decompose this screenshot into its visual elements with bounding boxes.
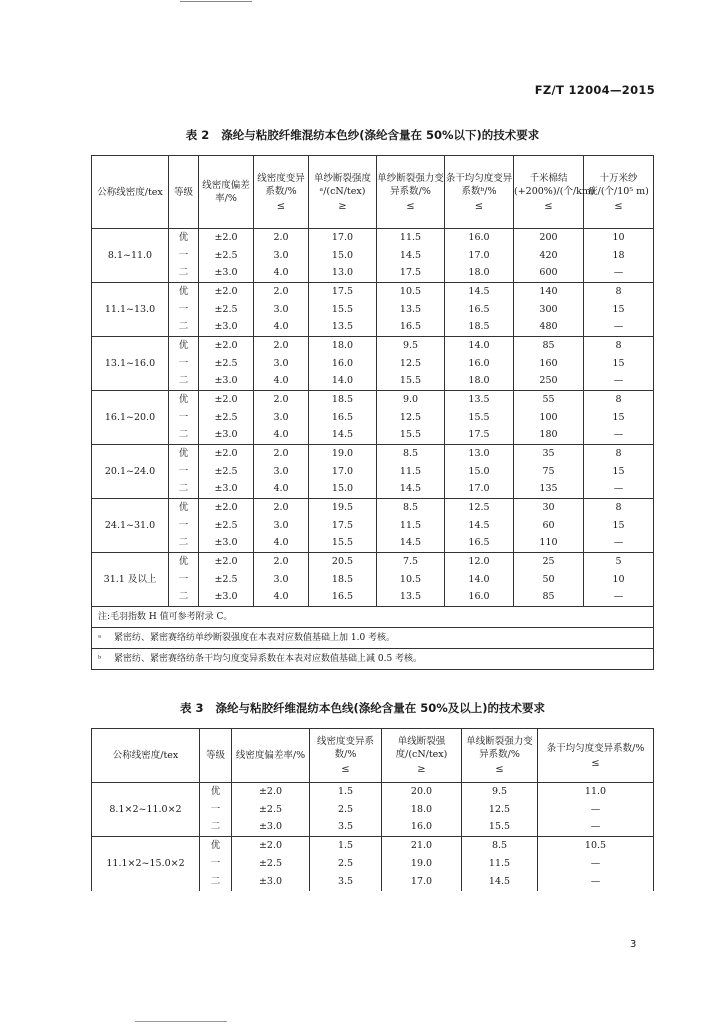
t3-cell-strength-cv: 15.5 [462,819,538,837]
t2-cell-neps: 135 [514,481,584,499]
t2-cell-evenness-cv: 17.5 [445,427,514,445]
t2-cell-evenness-cv: 14.5 [445,283,514,301]
t2-cell-evenness-cv: 15.0 [445,463,514,481]
t2-cell-evenness-cv: 16.5 [445,301,514,319]
t2-cell-density-dev: ±2.5 [199,301,254,319]
t2-note-b-mark: ᵇ [98,654,102,663]
t2-cell-density-cv: 3.0 [254,301,309,319]
t2-cell-neps: 180 [514,427,584,445]
t2-cell-evenness-cv: 18.0 [445,265,514,283]
t3-cell-density-cv: 2.5 [310,855,382,873]
t2-cell-strength-cv: 8.5 [377,499,445,517]
t2-row [92,337,654,355]
t2-cell-strength-cv: 13.5 [377,301,445,319]
t2-cell-density-cv: 4.0 [254,373,309,391]
t2-cell-density-cv: 3.0 [254,517,309,535]
t2-cell-strength-cv: 17.5 [377,265,445,283]
t2-cell-evenness-cv: 18.0 [445,373,514,391]
t2-cell-strength-cv: 10.5 [377,571,445,589]
t3-cell-strength: 16.0 [382,819,462,837]
t2-row [92,463,654,481]
t2-row [92,265,654,283]
t3-cell-evenness-cv: 11.0 [538,783,654,801]
t2-density-cell: 11.1~13.0 [92,283,169,337]
t2-cell-grade: 优 [169,337,199,355]
t2-cell-evenness-cv: 12.0 [445,553,514,571]
t2-cell-strength-cv: 10.5 [377,283,445,301]
t3-cell-grade: 优 [200,783,232,801]
t2-cell-evenness-cv: 16.0 [445,355,514,373]
t3-cell-evenness-cv: — [538,855,654,873]
t2-cell-density-dev: ±2.5 [199,409,254,427]
t2-cell-density-dev: ±3.0 [199,265,254,283]
t2-cell-evenness-cv: 17.0 [445,481,514,499]
t2-cell-strength: 15.0 [309,247,377,265]
t2-cell-density-cv: 2.0 [254,337,309,355]
t2-cell-neps: 140 [514,283,584,301]
t2-cell-grade: 二 [169,373,199,391]
t2-cell-strength: 15.5 [309,301,377,319]
t3-density-cell: 11.1×2~15.0×2 [92,837,200,891]
t2-cell-evenness-cv: 16.0 [445,589,514,607]
t2-cell-grade: 优 [169,229,199,247]
t2-cell-density-cv: 4.0 [254,589,309,607]
t2-row [92,283,654,301]
t2-cell-evenness-cv: 12.5 [445,499,514,517]
t2-cell-faults: — [584,373,654,391]
t2-cell-faults: 8 [584,283,654,301]
t2-cell-neps: 60 [514,517,584,535]
t2-h-density: 公称线密度/tex [92,156,169,229]
t2-cell-faults: 8 [584,445,654,463]
t2-row [92,319,654,337]
t2-cell-evenness-cv: 13.5 [445,391,514,409]
t3-cell-density-cv: 2.5 [310,801,382,819]
t2-cell-grade: 一 [169,463,199,481]
table2-header-row [92,156,654,229]
t3-h-strength: 单线断裂强度/(cN/tex) ≥ [382,729,462,783]
t2-cell-faults: 15 [584,409,654,427]
t3-cell-grade: 一 [200,801,232,819]
t2-cell-density-cv: 3.0 [254,463,309,481]
t3-cell-density-cv: 1.5 [310,783,382,801]
t2-cell-density-cv: 3.0 [254,409,309,427]
t3-density-cell: 8.1×2~11.0×2 [92,783,200,837]
t2-cell-strength-cv: 11.5 [377,463,445,481]
t2-cell-strength-cv: 12.5 [377,355,445,373]
t2-note-a: 紧密纺、紧密赛络纺单纱断裂强度在本表对应数值基础上加 1.0 考核。 [114,633,396,643]
t2-cell-density-cv: 4.0 [254,427,309,445]
t2-note-main: 注:毛羽指数 H 值可参考附录 C。 [92,607,654,628]
t2-cell-density-dev: ±2.5 [199,355,254,373]
t2-h-faults: 十万米纱疵/(个/10⁵ m) ≤ [584,156,654,229]
t2-cell-faults: 15 [584,463,654,481]
t2-cell-neps: 50 [514,571,584,589]
t2-cell-strength-cv: 15.5 [377,427,445,445]
t2-cell-strength-cv: 16.5 [377,319,445,337]
t2-cell-grade: 一 [169,517,199,535]
t2-cell-faults: 15 [584,355,654,373]
t2-row [92,499,654,517]
t2-note-b: 紧密纺、紧密赛络纺条干均匀度变异系数在本表对应数值基础上减 0.5 考核。 [114,654,423,664]
t2-note-a-row [92,628,654,649]
t2-cell-grade: 优 [169,499,199,517]
t2-cell-evenness-cv: 14.0 [445,337,514,355]
t2-h-grade: 等级 [169,156,199,229]
t2-cell-density-cv: 3.0 [254,247,309,265]
t2-cell-strength: 18.5 [309,571,377,589]
t2-cell-strength: 19.0 [309,445,377,463]
page-number: 3 [630,939,637,950]
t2-cell-density-dev: ±2.5 [199,571,254,589]
t3-cell-grade: 二 [200,873,232,891]
t2-cell-density-cv: 2.0 [254,229,309,247]
t2-h-evenness-cv: 条干均匀度变异系数ᵇ/% ≤ [445,156,514,229]
t2-row [92,373,654,391]
t3-cell-density-cv: 1.5 [310,837,382,855]
t2-cell-strength: 17.5 [309,283,377,301]
t2-cell-strength-cv: 12.5 [377,409,445,427]
t2-row [92,517,654,535]
t2-cell-faults: 8 [584,499,654,517]
t2-cell-strength: 19.5 [309,499,377,517]
t2-cell-neps: 420 [514,247,584,265]
t2-density-cell: 20.1~24.0 [92,445,169,499]
t2-cell-grade: 二 [169,265,199,283]
table2-caption [0,127,725,143]
t2-cell-grade: 优 [169,553,199,571]
t2-cell-grade: 优 [169,283,199,301]
t2-cell-strength: 17.0 [309,463,377,481]
t2-cell-grade: 二 [169,481,199,499]
t2-h-neps: 千米棉结(+200%)/(个/km) ≤ [514,156,584,229]
t2-density-cell: 16.1~20.0 [92,391,169,445]
t2-cell-grade: 一 [169,355,199,373]
t2-cell-density-dev: ±2.5 [199,463,254,481]
t2-cell-density-dev: ±3.0 [199,589,254,607]
t2-cell-density-cv: 2.0 [254,445,309,463]
t2-row [92,589,654,607]
t2-cell-density-dev: ±2.0 [199,337,254,355]
t2-cell-neps: 55 [514,391,584,409]
t2-density-cell: 24.1~31.0 [92,499,169,553]
t3-cell-strength-cv: 11.5 [462,855,538,873]
t2-cell-density-cv: 2.0 [254,391,309,409]
t2-cell-neps: 250 [514,373,584,391]
t2-cell-density-dev: ±3.0 [199,535,254,553]
t2-note-b-row [92,649,654,670]
t2-row [92,247,654,265]
table3-number: 表 3 [179,701,204,715]
t2-note-a-cell [92,628,654,649]
t3-cell-strength: 20.0 [382,783,462,801]
t2-cell-evenness-cv: 16.5 [445,535,514,553]
t2-cell-density-dev: ±2.0 [199,391,254,409]
t2-cell-strength: 13.5 [309,319,377,337]
t2-cell-strength: 13.0 [309,265,377,283]
t2-row [92,409,654,427]
t2-cell-strength-cv: 8.5 [377,445,445,463]
t2-cell-neps: 30 [514,499,584,517]
t3-cell-evenness-cv: 10.5 [538,837,654,855]
t2-cell-density-dev: ±2.0 [199,499,254,517]
t2-cell-faults: 15 [584,301,654,319]
t2-row [92,355,654,373]
t2-cell-neps: 200 [514,229,584,247]
t2-cell-faults: 10 [584,571,654,589]
t3-cell-evenness-cv: — [538,873,654,891]
t2-cell-strength: 17.0 [309,229,377,247]
t3-h-density-cv: 线密度变异系数/% ≤ [310,729,382,783]
t2-cell-strength-cv: 11.5 [377,517,445,535]
t2-cell-density-dev: ±2.0 [199,553,254,571]
t2-cell-evenness-cv: 18.5 [445,319,514,337]
t2-cell-grade: 一 [169,409,199,427]
t2-row [92,301,654,319]
t2-note-b-cell [92,649,654,670]
t2-cell-strength: 14.0 [309,373,377,391]
t2-cell-density-cv: 2.0 [254,499,309,517]
t2-cell-grade: 二 [169,589,199,607]
t2-cell-strength: 16.5 [309,409,377,427]
t3-cell-grade: 一 [200,855,232,873]
t2-cell-strength: 14.5 [309,427,377,445]
t3-cell-evenness-cv: — [538,801,654,819]
table2-title: 涤纶与粘胶纤维混纺本色纱(涤纶含量在 50%以下)的技术要求 [221,128,540,142]
t2-cell-density-cv: 3.0 [254,571,309,589]
t2-cell-strength: 15.5 [309,535,377,553]
t2-cell-grade: 一 [169,571,199,589]
t2-cell-strength-cv: 14.5 [377,481,445,499]
t2-cell-strength: 18.5 [309,391,377,409]
t2-note-a-mark: ᵃ [98,633,102,642]
t3-cell-grade: 优 [200,837,232,855]
t2-cell-evenness-cv: 17.0 [445,247,514,265]
t2-row [92,229,654,247]
t2-h-density-dev: 线密度偏差率/% [199,156,254,229]
t2-cell-evenness-cv: 16.0 [445,229,514,247]
t2-cell-density-cv: 2.0 [254,283,309,301]
t2-cell-density-dev: ±3.0 [199,427,254,445]
t3-cell-strength-cv: 8.5 [462,837,538,855]
t2-cell-strength-cv: 7.5 [377,553,445,571]
t2-cell-evenness-cv: 15.5 [445,409,514,427]
t3-cell-strength: 17.0 [382,873,462,891]
table3-caption [0,700,725,716]
t3-cell-strength: 18.0 [382,801,462,819]
t2-cell-grade: 二 [169,535,199,553]
t2-cell-strength-cv: 15.5 [377,373,445,391]
t2-cell-grade: 二 [169,427,199,445]
t2-cell-neps: 110 [514,535,584,553]
t2-cell-neps: 85 [514,337,584,355]
t2-cell-neps: 300 [514,301,584,319]
t2-cell-strength: 18.0 [309,337,377,355]
t3-cell-strength-cv: 12.5 [462,801,538,819]
t3-cell-grade: 二 [200,819,232,837]
t2-cell-faults: 15 [584,517,654,535]
t2-cell-strength: 20.5 [309,553,377,571]
t2-cell-density-dev: ±3.0 [199,319,254,337]
t2-density-cell: 31.1 及以上 [92,553,169,607]
t2-cell-faults: — [584,427,654,445]
t2-cell-strength-cv: 11.5 [377,229,445,247]
t3-cell-density-dev: ±3.0 [232,819,310,837]
table3-body [92,783,654,891]
t2-cell-neps: 75 [514,463,584,481]
t2-density-cell: 8.1~11.0 [92,229,169,283]
t2-cell-faults: — [584,265,654,283]
t3-h-density: 公称线密度/tex [92,729,200,783]
t3-h-density-dev: 线密度偏差率/% [232,729,310,783]
t2-cell-density-dev: ±2.0 [199,229,254,247]
t2-cell-evenness-cv: 13.0 [445,445,514,463]
t2-cell-strength-cv: 14.5 [377,247,445,265]
t2-cell-evenness-cv: 14.0 [445,571,514,589]
t3-cell-strength-cv: 9.5 [462,783,538,801]
table3-header-row [92,729,654,783]
bottom-rule [135,1021,227,1022]
t3-cell-density-cv: 3.5 [310,819,382,837]
t2-row [92,427,654,445]
t2-note-main-row [92,607,654,628]
t2-cell-grade: 优 [169,391,199,409]
t2-row [92,571,654,589]
t2-h-density-cv: 线密度变异系数/% ≤ [254,156,309,229]
table3-title: 涤纶与粘胶纤维混纺本色线(涤纶含量在 50%及以上)的技术要求 [215,701,546,715]
t2-cell-density-cv: 3.0 [254,355,309,373]
t2-cell-faults: — [584,319,654,337]
t2-cell-faults: — [584,589,654,607]
t2-cell-faults: 8 [584,391,654,409]
t3-h-strength-cv: 单线断裂强力变异系数/% ≤ [462,729,538,783]
t2-cell-neps: 85 [514,589,584,607]
table3 [91,728,654,891]
t2-row [92,391,654,409]
t2-cell-density-dev: ±2.5 [199,247,254,265]
t3-cell-density-dev: ±2.0 [232,837,310,855]
t3-cell-strength: 21.0 [382,837,462,855]
t2-h-strength: 单纱断裂强度ᵃ/(cN/tex) ≥ [309,156,377,229]
t2-cell-density-cv: 4.0 [254,535,309,553]
t3-cell-evenness-cv: — [538,819,654,837]
t2-cell-grade: 优 [169,445,199,463]
t2-cell-faults: 18 [584,247,654,265]
t2-row [92,553,654,571]
t2-cell-faults: — [584,481,654,499]
t2-row [92,481,654,499]
table2-number: 表 2 [185,128,210,142]
t2-cell-neps: 600 [514,265,584,283]
t3-cell-strength: 19.0 [382,855,462,873]
t2-cell-evenness-cv: 14.5 [445,517,514,535]
t2-cell-faults: 10 [584,229,654,247]
t2-cell-neps: 25 [514,553,584,571]
t3-row [92,837,654,855]
t2-cell-grade: 一 [169,301,199,319]
t2-density-cell: 13.1~16.0 [92,337,169,391]
t2-cell-grade: 二 [169,319,199,337]
table2 [91,155,654,670]
t2-cell-density-dev: ±2.0 [199,283,254,301]
t2-cell-faults: — [584,535,654,553]
t2-cell-density-dev: ±3.0 [199,373,254,391]
t2-cell-strength-cv: 9.5 [377,337,445,355]
t2-cell-neps: 100 [514,409,584,427]
t2-h-strength-cv: 单纱断裂强力变异系数/% ≤ [377,156,445,229]
t2-cell-strength: 17.5 [309,517,377,535]
t3-cell-density-dev: ±2.5 [232,801,310,819]
t2-cell-density-cv: 4.0 [254,319,309,337]
t2-cell-strength-cv: 13.5 [377,589,445,607]
t3-cell-density-dev: ±2.5 [232,855,310,873]
standard-number: FZ/T 12004—2015 [534,83,655,97]
t2-cell-strength: 16.0 [309,355,377,373]
t3-cell-density-dev: ±3.0 [232,873,310,891]
t2-cell-neps: 160 [514,355,584,373]
t2-cell-faults: 8 [584,337,654,355]
t3-h-evenness-cv: 条干均匀度变异系数/% ≤ [538,729,654,783]
t2-cell-strength: 16.5 [309,589,377,607]
t2-cell-density-cv: 4.0 [254,481,309,499]
t2-cell-neps: 35 [514,445,584,463]
t3-cell-strength-cv: 14.5 [462,873,538,891]
t2-row [92,445,654,463]
t2-cell-density-dev: ±3.0 [199,481,254,499]
t2-cell-density-cv: 2.0 [254,553,309,571]
t3-h-grade: 等级 [200,729,232,783]
t2-cell-strength-cv: 14.5 [377,535,445,553]
t2-cell-density-dev: ±2.5 [199,517,254,535]
t3-cell-density-dev: ±2.0 [232,783,310,801]
t2-cell-grade: 一 [169,247,199,265]
t2-cell-strength-cv: 9.0 [377,391,445,409]
top-rule [180,1,252,2]
t2-cell-density-dev: ±2.0 [199,445,254,463]
table2-body [92,229,654,607]
t2-cell-density-cv: 4.0 [254,265,309,283]
t2-cell-faults: 5 [584,553,654,571]
t2-row [92,535,654,553]
t3-cell-density-cv: 3.5 [310,873,382,891]
t2-cell-neps: 480 [514,319,584,337]
t2-cell-strength: 15.0 [309,481,377,499]
t3-row [92,783,654,801]
